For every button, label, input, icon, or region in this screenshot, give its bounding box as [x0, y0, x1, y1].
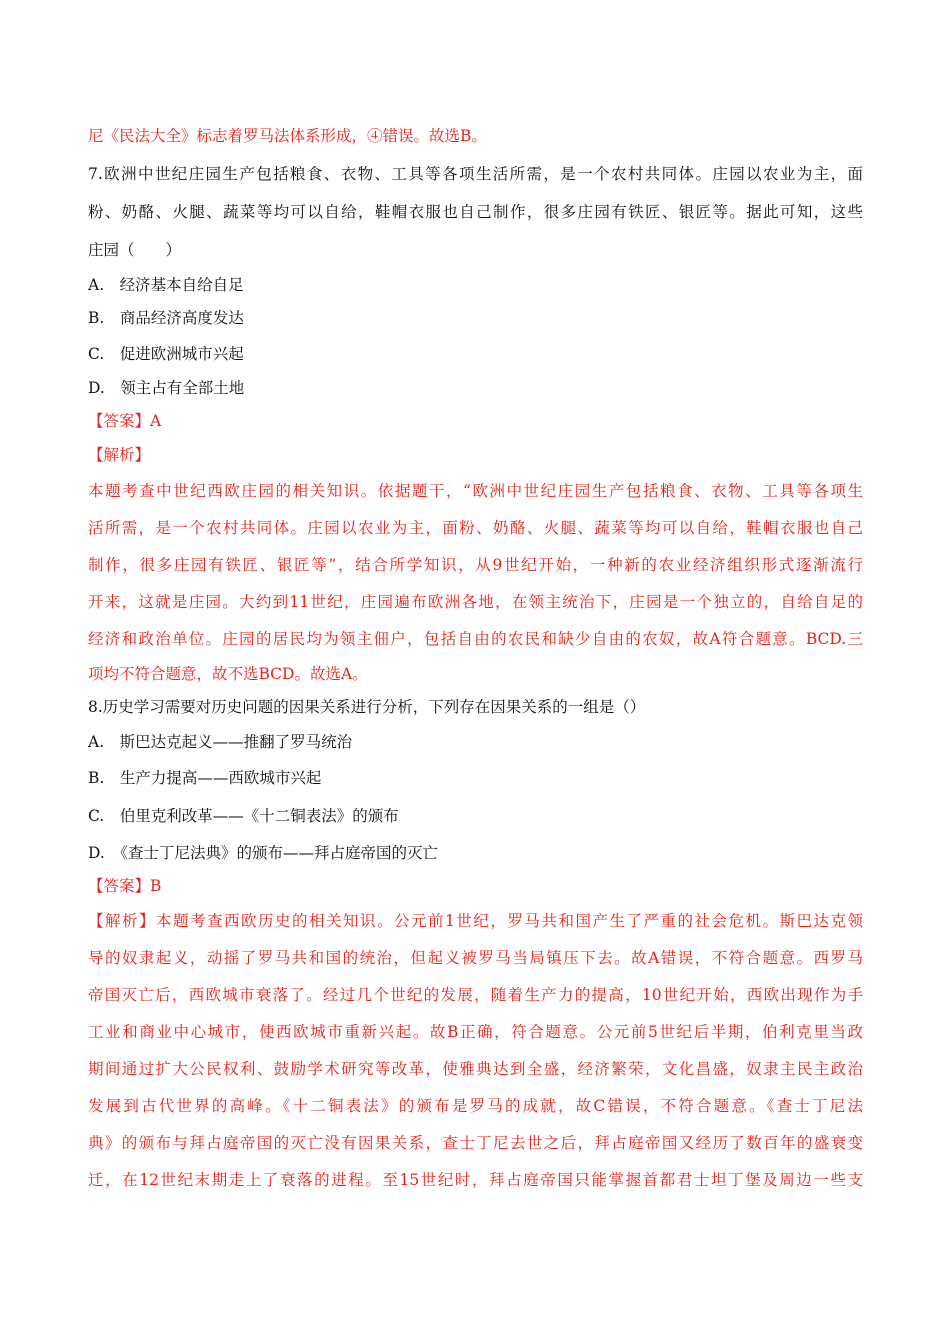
q8-analysis-line-5: 期间通过扩大公民权利、鼓励学术研究等改革，使雅典达到全盛，经济繁荣，文化昌盛，奴隶主民主政治	[88, 1060, 863, 1078]
q8-option-c: C. 伯里克利改革——《十二铜表法》的颁布	[88, 807, 399, 825]
q7-analysis-label: 【解析】	[88, 446, 151, 464]
q7-stem-line-2: 粉、奶酪、火腿、蔬菜等均可以自给，鞋帽衣服也自己制作，很多庄园有铁匠、银匠等。据此可知，这些	[88, 203, 863, 221]
q7-stem-line-3: 庄园（ ）	[88, 241, 182, 259]
q8-answer: 【答案】B	[88, 877, 162, 895]
q7-analysis-line-1: 本题考查中世纪西欧庄园的相关知识。依据题干，“欧洲中世纪庄园生产包括粮食、衣物、工具等各项生	[88, 482, 863, 500]
q8-option-b: B. 生产力提高——西欧城市兴起	[88, 769, 322, 787]
q7-analysis-line-5: 经济和政治单位。庄园的居民均为领主佃户，包括自由的农民和缺少自由的农奴，故A符合题意。BCD.三	[88, 630, 863, 648]
q7-option-b: B. 商品经济高度发达	[88, 309, 244, 327]
q8-option-d: D. 《查士丁尼法典》的颁布——拜占庭帝国的灭亡	[88, 844, 439, 862]
q8-analysis-line-4: 工业和商业中心城市，使西欧城市重新兴起。故B正确，符合题意。公元前5世纪后半期，伯利克里当政	[88, 1023, 863, 1041]
q7-option-a: A. 经济基本自给自足	[88, 276, 244, 294]
q7-stem-line-1: 7.欧洲中世纪庄园生产包括粮食、衣物、工具等各项生活所需，是一个农村共同体。庄园以农业为主，面	[88, 165, 863, 183]
q7-answer: 【答案】A	[88, 412, 162, 430]
q8-stem: 8.历史学习需要对历史问题的因果关系进行分析，下列存在因果关系的一组是（）	[88, 698, 646, 716]
q7-analysis-line-3: 制作，很多庄园有铁匠、银匠等”，结合所学知识，从9世纪开始，一种新的农业经济组织形式逐渐流行	[88, 556, 863, 574]
q8-analysis-line-1: 【解析】本题考查西欧历史的相关知识。公元前1世纪，罗马共和国产生了严重的社会危机。斯巴达克领	[88, 912, 863, 930]
q8-analysis-line-3: 帝国灭亡后，西欧城市衰落了。经过几个世纪的发展，随着生产力的提高，10世纪开始，西欧出现作为手	[88, 986, 863, 1004]
q7-analysis-line-2: 活所需，是一个农村共同体。庄园以农业为主，面粉、奶酪、火腿、蔬菜等均可以自给，鞋帽衣服也自己	[88, 519, 863, 537]
q8-analysis-line-2: 导的奴隶起义，动摇了罗马共和国的统治，但起义被罗马当局镇压下去。故A错误，不符合题意。西罗马	[88, 949, 863, 967]
q7-analysis-line-4: 开来，这就是庄园。大约到11世纪，庄园遍布欧洲各地，在领主统治下，庄园是一个独立的，自给自足的	[88, 593, 863, 611]
previous-analysis-tail: 尼《民法大全》标志着罗马法体系形成，④错误。故选B。	[88, 127, 487, 145]
q8-analysis-line-8: 迁，在12世纪末期走上了衰落的进程。至15世纪时，拜占庭帝国只能掌握首都君士坦丁堡及周边一些支	[88, 1171, 863, 1189]
q8-analysis-line-7: 典》的颁布与拜占庭帝国的灭亡没有因果关系，查士丁尼去世之后，拜占庭帝国又经历了数百年的盛衰变	[88, 1134, 863, 1152]
q8-analysis-line-6: 发展到古代世界的高峰。《十二铜表法》的颁布是罗马的成就，故C错误，不符合题意。《查士丁尼法	[88, 1097, 863, 1115]
q7-option-d: D. 领主占有全部土地	[88, 379, 245, 397]
q8-option-a: A. 斯巴达克起义——推翻了罗马统治	[88, 733, 353, 751]
q7-analysis-line-6: 项均不符合题意，故不选BCD。故选A。	[88, 665, 368, 683]
q7-option-c: C. 促进欧洲城市兴起	[88, 345, 244, 363]
